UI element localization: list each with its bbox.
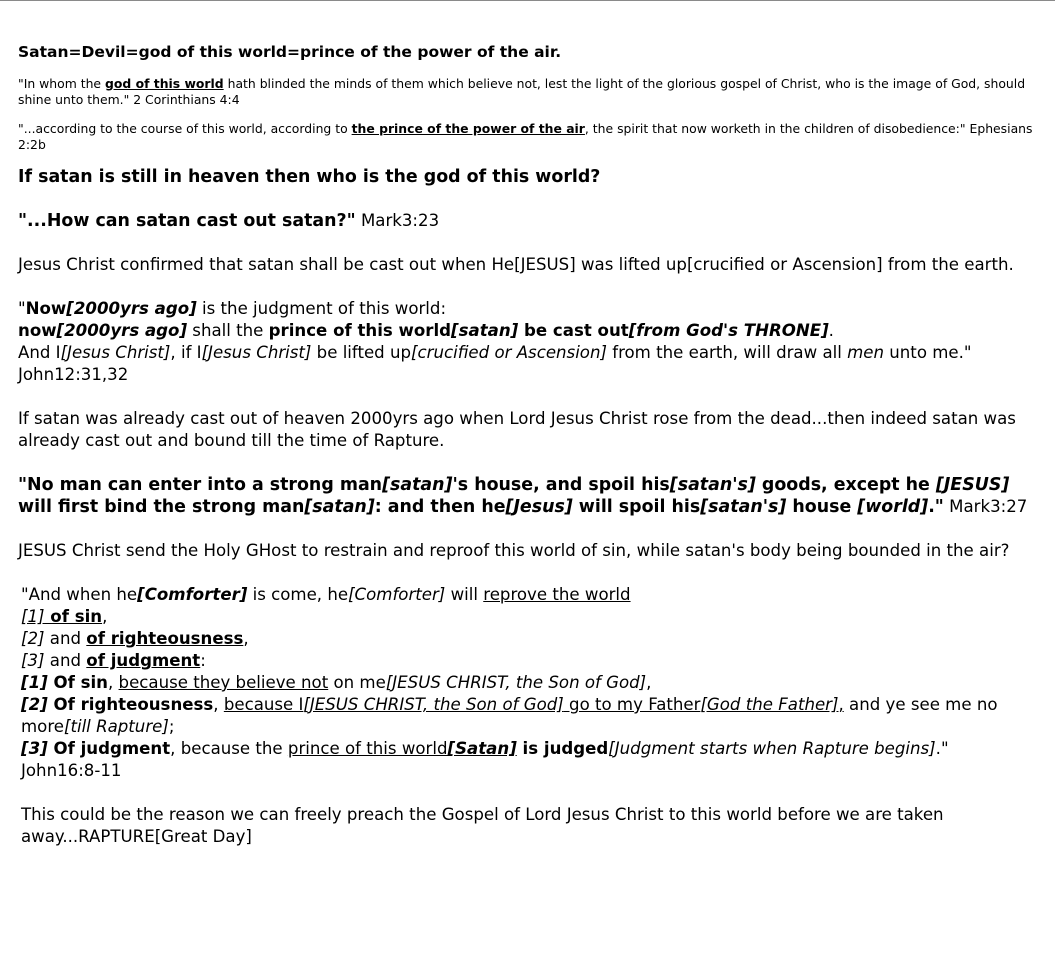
t: [God the Father] — [700, 695, 839, 714]
t: [satan] — [304, 497, 375, 517]
t: unto me." John12:31,32 — [18, 343, 972, 384]
verse-ref: Mark3:27 — [943, 497, 1028, 516]
t: is the judgment of this world: — [196, 299, 447, 318]
t: [satan] — [382, 475, 453, 495]
t: "No man can enter into a strong man — [18, 475, 383, 495]
t: [JESUS CHRIST, the Son of God] — [385, 673, 647, 692]
t: shall the — [187, 321, 269, 340]
t: [2] — [21, 695, 48, 714]
t: because I — [223, 695, 304, 714]
t: , — [838, 695, 844, 714]
t: , — [243, 629, 249, 648]
t: [from God's THRONE] — [628, 321, 829, 340]
paragraph-final: This could be the reason we can freely preach the Gospel of Lord Jesus Christ to this world before we are taken away...RAPTURE[Great Day] — [21, 805, 944, 846]
t: ." — [935, 739, 949, 758]
t: reprove the world — [483, 585, 631, 604]
quote-ephesians — [18, 121, 1036, 152]
t: of sin — [44, 607, 103, 626]
t: [1] — [21, 673, 48, 692]
quote-text: hath blinded the minds of them which believe not, lest the light of the glorious gospel of Christ, who is the image of God, should shine unto them." 2 Corinthians 4:4 — [18, 76, 1026, 107]
t: , — [213, 695, 224, 714]
t: is come, he — [247, 585, 349, 604]
t: [1] — [21, 607, 45, 626]
mark-3-23-quote — [18, 210, 1036, 232]
top-border — [0, 0, 1055, 1]
t: [2000yrs ago] — [56, 321, 188, 340]
t: Now — [25, 299, 67, 318]
paragraph-cast-out: Jesus Christ confirmed that satan shall be cast out when He[JESUS] was lifted up[crucified or Ascension] from the earth. — [18, 255, 1014, 274]
t: and — [44, 651, 87, 670]
t: , if I — [170, 343, 202, 362]
mark-3-27-quote — [18, 474, 1036, 518]
john-16-quote — [18, 584, 1036, 782]
t: , because the — [170, 739, 288, 758]
t: . — [828, 321, 834, 340]
page-title: Satan=Devil=god of this world=prince of the power of the air. — [18, 43, 562, 61]
t: [Comforter] — [348, 585, 446, 604]
paragraph-already-cast-out: If satan was already cast out of heaven 2000yrs ago when Lord Jesus Christ rose from the dead...then indeed satan was already cast out and bound till the time of Rapture. — [18, 409, 1016, 450]
t: 's house, and spoil his — [452, 475, 670, 495]
verse-ref: Mark3:23 — [355, 211, 440, 230]
quote-bold: "...How can satan cast out satan?" — [18, 211, 356, 231]
t: [satan] — [451, 321, 519, 340]
t: now — [18, 321, 57, 340]
t: , — [102, 607, 108, 626]
t: [Jesus Christ] — [60, 343, 171, 362]
t: : — [200, 651, 206, 670]
t: prince of this world — [268, 321, 452, 340]
t: [2] — [21, 629, 45, 648]
t: of righteousness — [86, 629, 244, 648]
t: be cast out — [518, 321, 629, 340]
t: [Jesus] — [505, 497, 573, 517]
t: and — [44, 629, 87, 648]
quote-text: "...according to the course of this world, according to — [18, 121, 352, 136]
highlight-prince-of-power: the prince of the power of the air — [351, 121, 585, 136]
quote-text: , the spirit that now worketh in the children of disobedience:" Ephesians 2:2b — [18, 121, 1033, 152]
t: go to my Father — [563, 695, 701, 714]
quote-text: "In whom the — [18, 76, 105, 91]
t: [satan's] — [669, 475, 756, 495]
t: [Jesus Christ] — [201, 343, 312, 362]
t: be lifted up — [311, 343, 412, 362]
t: and ye see me no more — [21, 695, 998, 736]
t: ." — [928, 497, 944, 517]
article-body — [18, 42, 1036, 870]
t: [till Rapture] — [63, 717, 169, 736]
question-heading: If satan is still in heaven then who is the god of this world? — [18, 167, 601, 187]
t: [3] — [21, 651, 45, 670]
t: on me — [328, 673, 386, 692]
t: Of sin — [47, 673, 108, 692]
t: , — [646, 673, 652, 692]
t: is judged — [516, 739, 609, 758]
t: [satan's] — [700, 497, 787, 517]
t: And I — [18, 343, 61, 362]
t: [JESUS] — [935, 475, 1010, 495]
t: [2000yrs ago] — [66, 299, 197, 318]
t: [world] — [857, 497, 929, 517]
t: will first bind the strong man — [18, 497, 305, 517]
t: goods, except he — [755, 475, 936, 495]
t: because they believe not — [118, 673, 329, 692]
t: [crucified or Ascension] — [411, 343, 607, 362]
t: ; — [168, 717, 175, 736]
t: , — [107, 673, 119, 692]
t: : and then he — [374, 497, 506, 517]
t: Of judgment — [47, 739, 171, 758]
paragraph-holy-ghost: JESUS Christ send the Holy GHost to restrain and reproof this world of sin, while satan's body being bounded in the air? — [18, 541, 1010, 560]
verse-ref: John16:8-11 — [21, 761, 122, 780]
t: from the earth, will draw all — [606, 343, 848, 362]
t: [Satan] — [447, 739, 517, 758]
t: men — [847, 343, 884, 362]
t: will spoil his — [572, 497, 701, 517]
t: [3] — [21, 739, 48, 758]
t: [JESUS CHRIST, the Son of God] — [303, 695, 564, 714]
t: [Judgment starts when Rapture begins] — [608, 739, 936, 758]
quote-corinthians — [18, 76, 1036, 107]
t: "And when he — [21, 585, 138, 604]
john-12-quote — [18, 298, 1036, 386]
t: will — [445, 585, 484, 604]
t: house — [786, 497, 858, 517]
highlight-god-of-this-world: god of this world — [105, 76, 224, 91]
t: " — [18, 299, 26, 318]
t: of judgment — [86, 651, 201, 670]
t: Of righteousness — [47, 695, 214, 714]
t: [Comforter] — [137, 585, 248, 604]
t: prince of this world — [287, 739, 448, 758]
